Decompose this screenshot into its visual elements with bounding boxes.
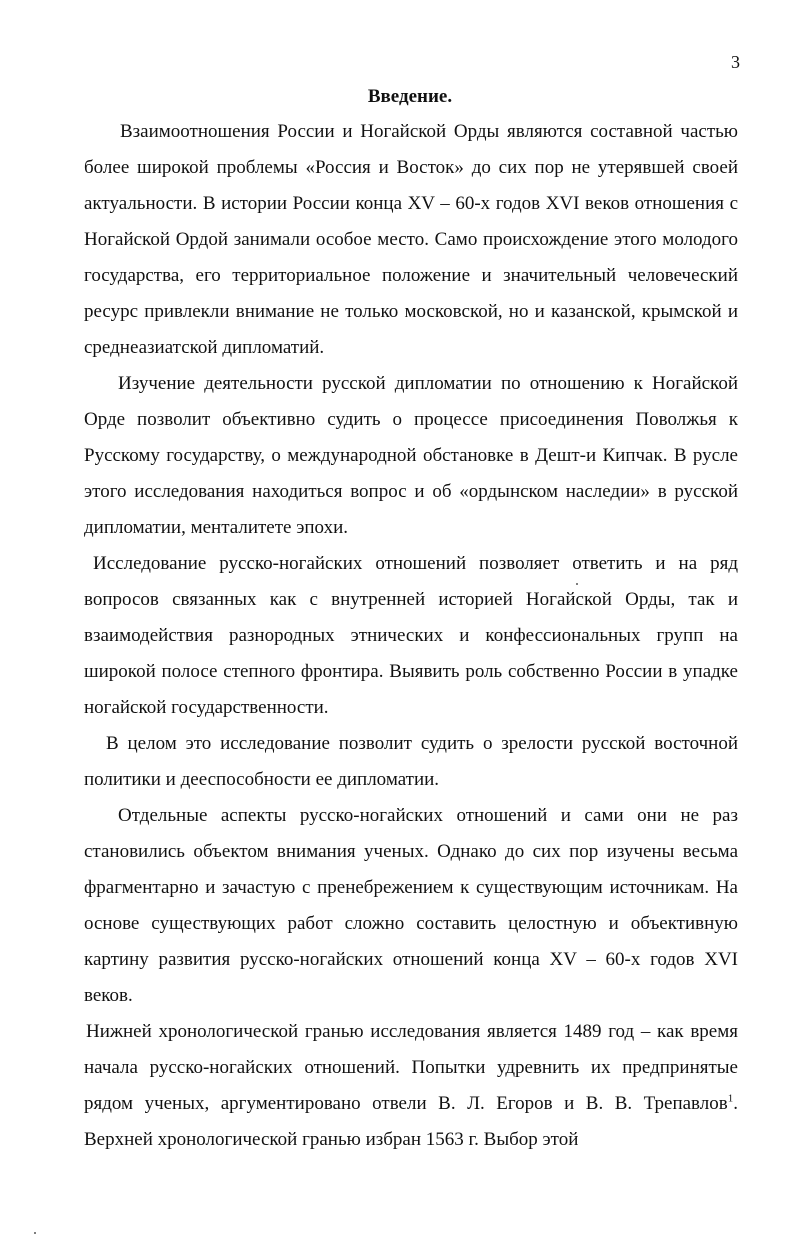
scan-artifact-dot — [34, 1232, 36, 1234]
page-number: 3 — [731, 52, 740, 72]
paragraph-historiography: Отдельные аспекты русско-ногайских отношений и сами они не раз становились объектом внимания ученых. Однако до сих пор изучены весьма фрагментарно и зачастую с пренебрежением к существующим источникам. На основе существующих работ сложно составить целостную и объективную картину развития русско-ногайских отношений конца XV – 60-х годов XVI веков. — [84, 805, 738, 1006]
paragraph-chronology — [84, 1014, 738, 1158]
footnote-mark[interactable]: 1 — [727, 1092, 734, 1105]
paragraph-research-questions: Исследование русско-ногайских отношений позволяет ответить и на ряд вопросов связанных как с внутренней историей Ногайской Орды, так и взаимодействия разнородных этнических и конфессиональных групп на широкой полосе степного фронтира. Выявить роль собственно России в упадке ногайской государственности. — [84, 553, 738, 718]
scan-artifact-dot — [576, 583, 578, 585]
paragraph-maturity-of-policy: В целом это исследование позволит судить о зрелости русской восточной политики и дееспособности ее дипломатии. — [84, 733, 738, 790]
paragraph-diplomacy-study: Изучение деятельности русской дипломатии по отношению к Ногайской Орде позволит объективно судить о процессе присоединения Поволжья к Русскому государству, о международной обстановке в Дешт-и Кипчак. В русле этого исследования находиться вопрос и об «ордынском наследии» в русской дипломатии, менталитете эпохи. — [84, 373, 738, 538]
paragraph-relations-overview: Взаимоотношения России и Ногайской Орды являются составной частью более широкой проблемы «Россия и Восток» до сих пор не утерявшей своей актуальности. В истории России конца XV – 60-х годов XVI веков отношения с Ногайской Ордой занимали особое место. Само происхождение этого молодого государства, его территориальное положение и значительный человеческий ресурс привлекли внимание не только московской, но и казанской, крымской и среднеазиатской дипломатий. — [84, 121, 738, 358]
chronology-text-start: Нижней хронологической гранью исследования является 1489 год – как время начала русско-ногайских отношений. Попытки удревнить их предпринятые рядом ученых, аргументировано отвели В. Л. Егоров и В. В. Трепавлов — [84, 1021, 738, 1114]
body-text — [84, 114, 738, 1158]
chronology-text-end: . Верхней хронологической гранью избран 1563 г. Выбор этой — [84, 1093, 738, 1150]
page-title: Введение. — [367, 86, 453, 107]
